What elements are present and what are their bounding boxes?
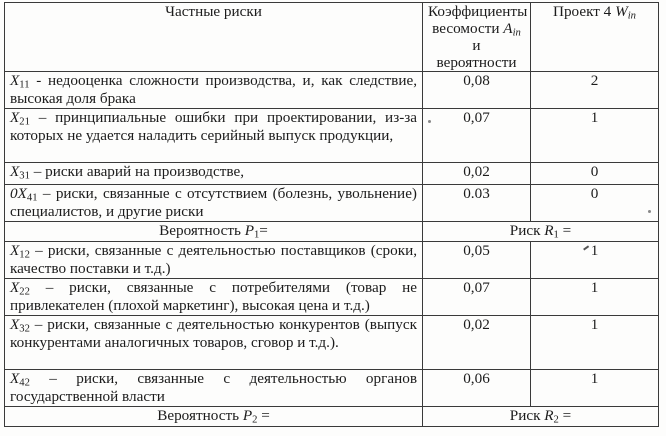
header-coefficients xyxy=(423,3,531,72)
risk-table xyxy=(4,2,659,427)
risk-text: – принципиальные ошибки при проектировании, из-за которых не удается наладить серийный выпуск продукции, xyxy=(10,109,417,144)
table-header-row xyxy=(5,3,659,72)
risk-weight: 1 xyxy=(531,242,659,279)
risk-weight: 1 xyxy=(531,109,659,163)
table-row xyxy=(5,72,659,109)
probability-sub: 1 xyxy=(253,229,260,241)
summary-row-1 xyxy=(5,222,659,242)
risk-description xyxy=(5,109,423,163)
risk-var: X xyxy=(10,279,20,296)
risk-var-prefix: 0 xyxy=(10,185,18,202)
risk-var-sub: 42 xyxy=(19,377,30,389)
header-project-prefix: Проект 4 xyxy=(552,3,616,20)
risk-var: X xyxy=(10,242,20,259)
risk-var: X xyxy=(10,109,20,126)
risk-description xyxy=(5,185,423,222)
risk-coefficient: 0,07 xyxy=(423,279,531,316)
risk-description xyxy=(5,242,423,279)
risk-coefficient: 0,02 xyxy=(423,316,531,370)
risk-var: X xyxy=(10,72,20,89)
risk-description xyxy=(5,316,423,370)
header-coef-line3: вероятности xyxy=(436,54,517,71)
risk-weight: 0 xyxy=(531,185,659,222)
header-coef-line1: Коэффициенты xyxy=(428,3,528,20)
probability-var: P xyxy=(242,407,253,424)
risk-total-var: R xyxy=(544,407,554,424)
risk-label: Риск xyxy=(509,407,545,424)
risk-var: X xyxy=(17,185,27,202)
header-project xyxy=(531,3,659,72)
risk-text: – риски, связанные с деятельностью конкурентов (выпуск конкурентами аналогичных товаров, сговор и т.д.). xyxy=(10,316,417,351)
probability-eq: = xyxy=(257,407,270,424)
table-row xyxy=(5,242,659,279)
risk-text: - недооценка сложности производства, и, как следствие, высокая доля брака xyxy=(10,72,417,107)
risk-eq: = xyxy=(558,407,572,424)
risk-text: – риски, связанные с потребителями (товар не привлекателен (плохой маркетинг), высокая цена и т.д.) xyxy=(10,279,417,314)
risk-text: – риски, связанные с деятельностью поставщиков (сроки, качество поставки и т.д.) xyxy=(10,242,417,277)
risk-text: – риски, связанные с деятельностью органов государственной власти xyxy=(10,370,417,405)
header-project-sub: in xyxy=(627,10,636,22)
probability-eq: = xyxy=(259,222,268,239)
risk-total-sub: 2 xyxy=(553,414,559,426)
risk-var: X xyxy=(10,370,20,387)
table-row xyxy=(5,109,659,163)
risk-var: X xyxy=(10,163,20,180)
probability-label: Вероятность xyxy=(159,222,245,239)
risk-var-sub: 11 xyxy=(19,79,30,91)
risk-coefficient: 0,06 xyxy=(423,370,531,407)
risk-coefficient: 0.03 xyxy=(423,185,531,222)
risk-description xyxy=(5,163,423,185)
table-row xyxy=(5,163,659,185)
risk-cell xyxy=(423,407,659,427)
risk-coefficient: 0,07 xyxy=(423,109,531,163)
risk-total-sub: 1 xyxy=(553,229,559,241)
header-coef-sub: in xyxy=(512,27,521,39)
table-row xyxy=(5,279,659,316)
risk-text: – риски, связанные с отсутствием (болезнь, увольнение) специалистов, и другие риски xyxy=(10,185,417,220)
scan-speck xyxy=(648,210,651,213)
risk-weight: 0 xyxy=(531,163,659,185)
risk-weight: 1 xyxy=(531,370,659,407)
summary-row-2 xyxy=(5,407,659,427)
header-project-var: W xyxy=(615,3,628,20)
probability-sub: 2 xyxy=(252,414,258,426)
risk-var-sub: 41 xyxy=(26,192,38,204)
scan-speck xyxy=(428,120,431,123)
table-row xyxy=(5,185,659,222)
table-row xyxy=(5,370,659,407)
risk-label: Риск xyxy=(509,222,545,239)
probability-cell xyxy=(5,407,423,427)
probability-cell xyxy=(5,222,423,242)
risk-description xyxy=(5,370,423,407)
table-row xyxy=(5,316,659,370)
probability-var: P xyxy=(244,222,254,239)
risk-var-sub: 12 xyxy=(19,249,30,261)
header-private-risks: Частные риски xyxy=(5,3,423,72)
risk-var-sub: 32 xyxy=(19,323,30,335)
risk-coefficient: 0,08 xyxy=(423,72,531,109)
risk-weight: 1 xyxy=(531,279,659,316)
risk-cell xyxy=(423,222,659,242)
risk-text: – риски аварий на производстве, xyxy=(29,163,245,180)
risk-total-var: R xyxy=(544,222,554,239)
risk-var-sub: 22 xyxy=(19,286,30,298)
header-coef-line2-prefix: весомости xyxy=(432,20,504,37)
header-coef-var: A xyxy=(503,20,513,37)
probability-label: Вероятность xyxy=(157,407,243,424)
risk-weight: 2 xyxy=(531,72,659,109)
risk-var: X xyxy=(10,316,20,333)
risk-coefficient: 0,05 xyxy=(423,242,531,279)
risk-description xyxy=(5,72,423,109)
risk-var-sub: 21 xyxy=(19,116,30,128)
risk-eq: = xyxy=(558,222,572,239)
risk-weight: 1 xyxy=(531,316,659,370)
risk-var-sub: 31 xyxy=(19,170,30,182)
header-coef-line2-suffix: и xyxy=(472,37,481,54)
risk-description xyxy=(5,279,423,316)
risk-coefficient: 0,02 xyxy=(423,163,531,185)
